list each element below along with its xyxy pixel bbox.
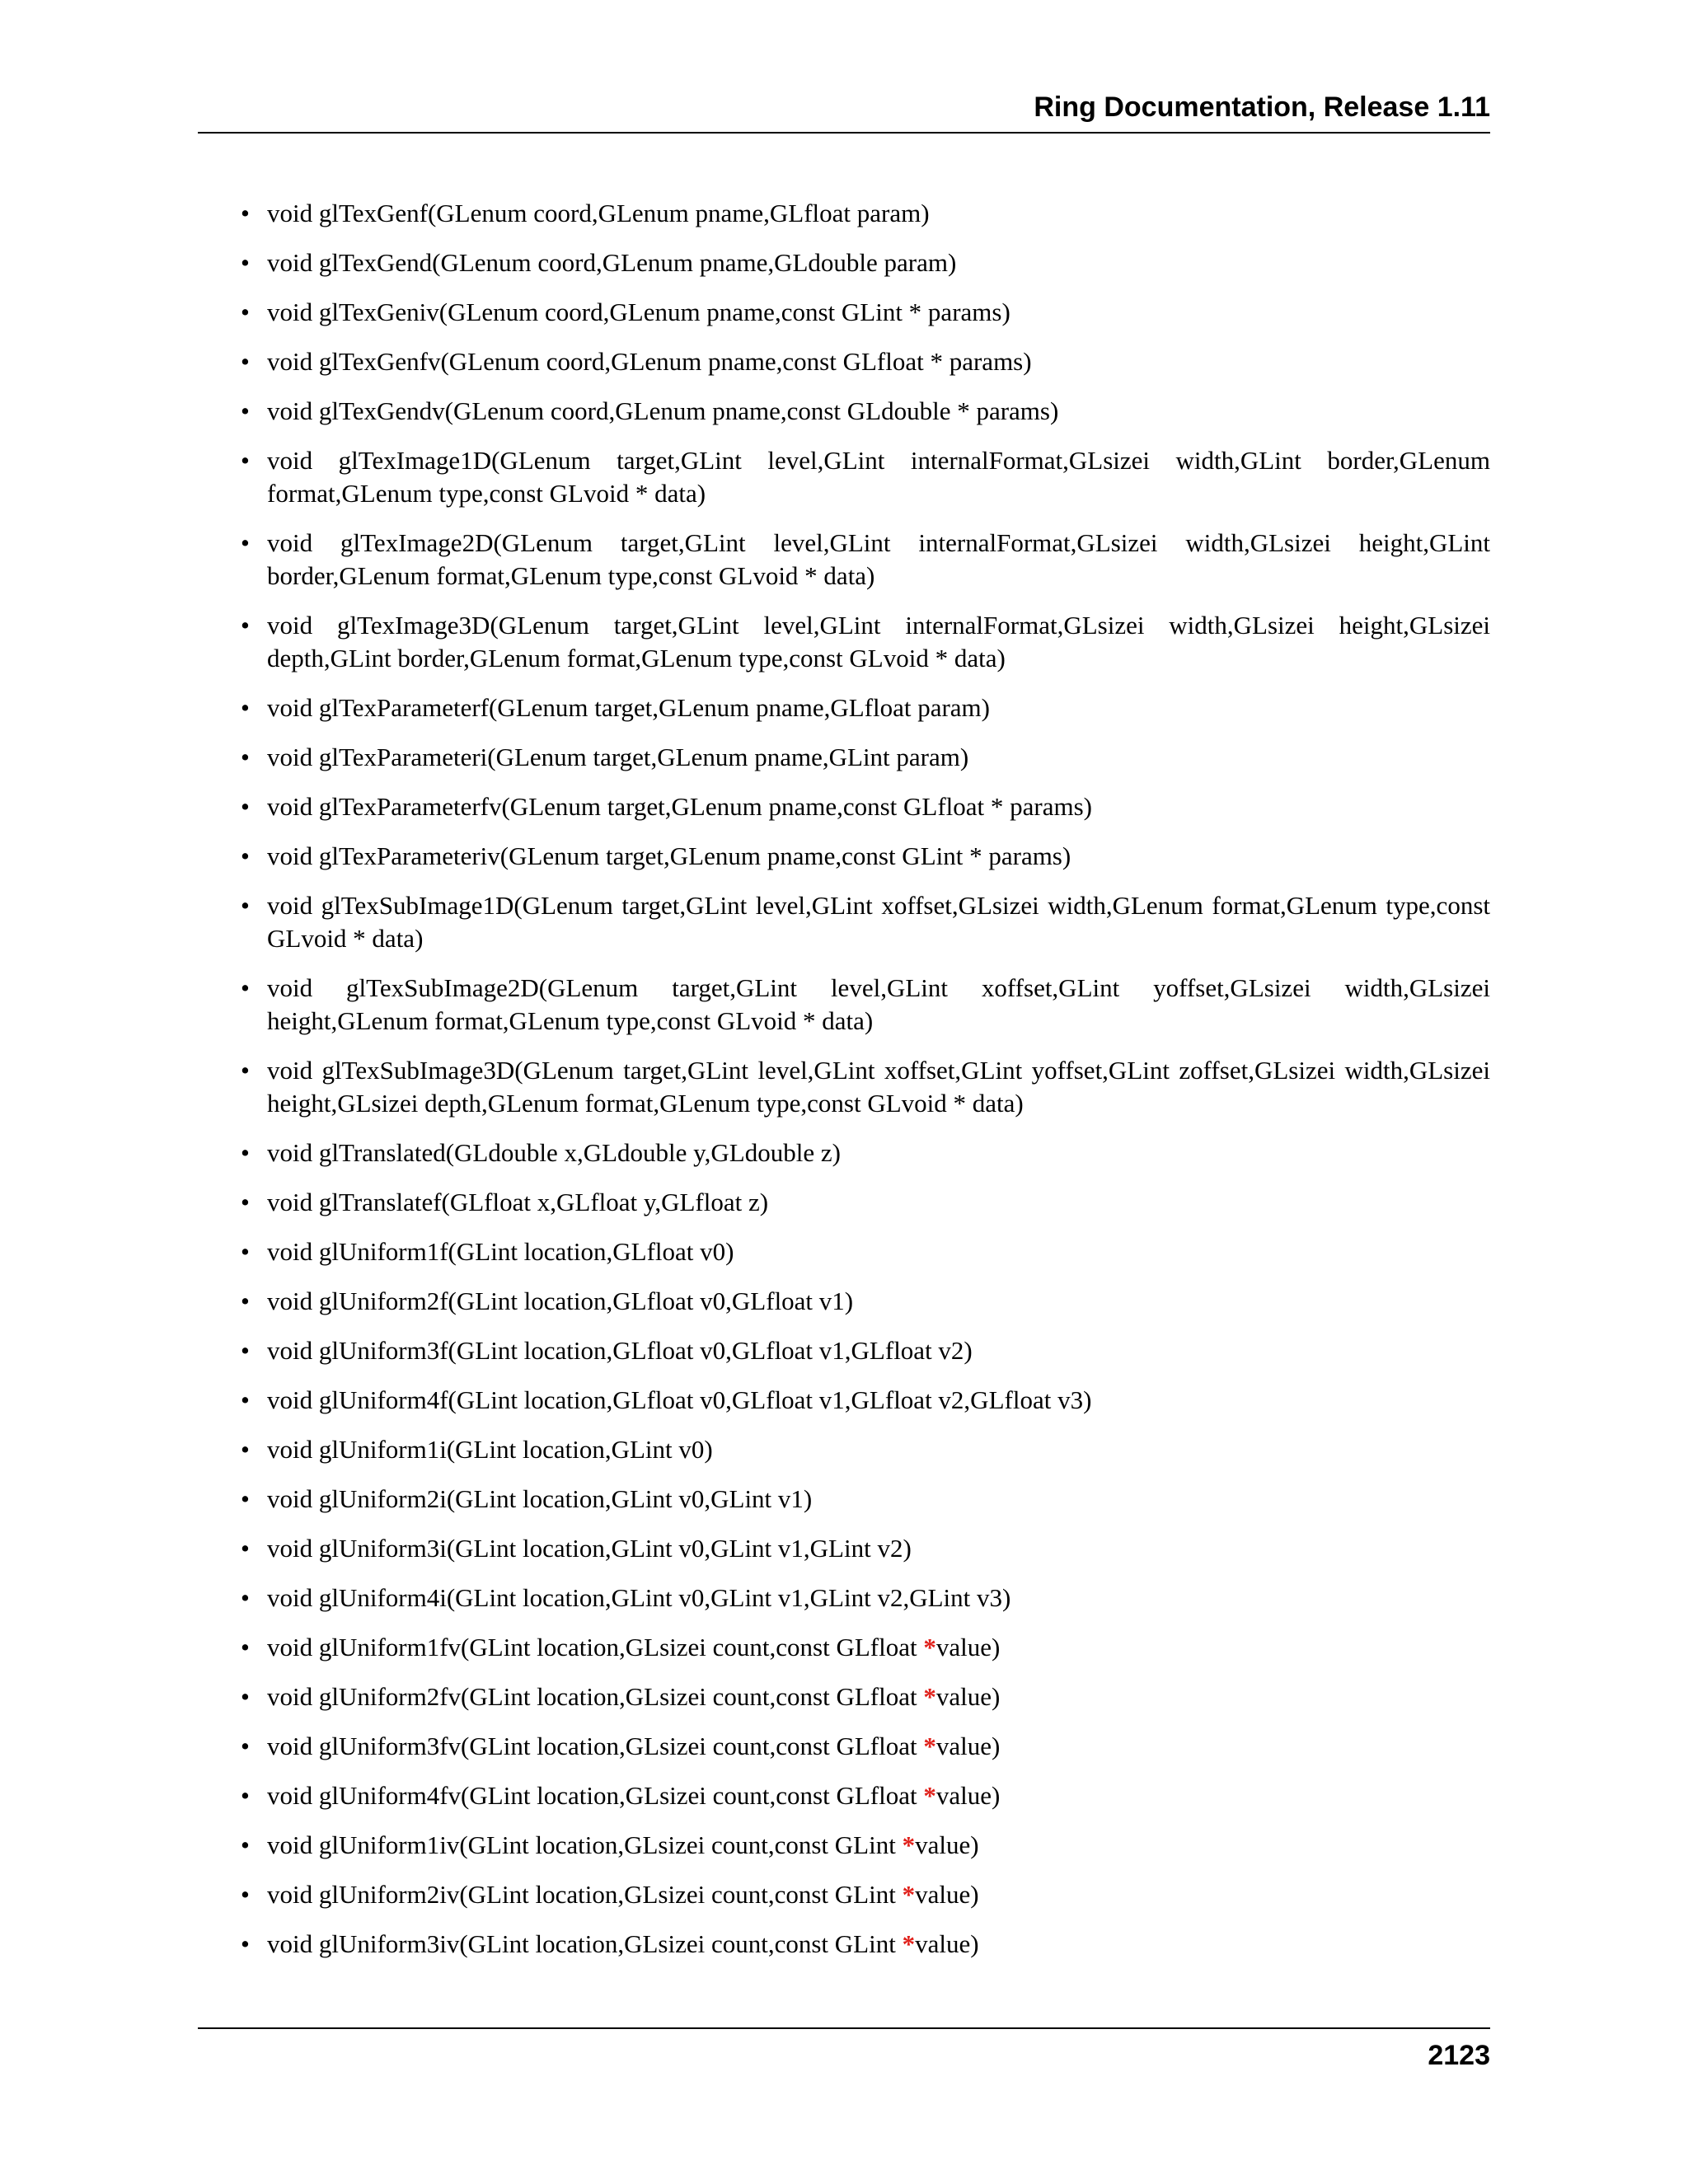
function-signature: void glUniform2i(GLint location,GLint v0,GLint v1) — [267, 1484, 813, 1513]
function-signature: void glUniform1f(GLint location,GLfloat v0) — [267, 1237, 734, 1266]
function-signature: void glTexSubImage2D(GLenum target,GLint level,GLint xoffset,GLint yoffset,GLsizei width,GLsizei height,GLenum format,GLenum type,const GLvoid * data) — [267, 973, 1490, 1035]
function-signature-tail: value) — [935, 1633, 1001, 1661]
list-item — [241, 741, 1490, 774]
list-item — [241, 1680, 1490, 1713]
function-list — [241, 197, 1490, 1961]
list-item — [241, 889, 1490, 955]
list-item — [241, 1730, 1490, 1763]
function-signature-tail: value) — [915, 1880, 979, 1909]
function-signature: void glUniform1i(GLint location,GLint v0) — [267, 1435, 713, 1464]
pointer-asterisk: * — [902, 1929, 916, 1958]
pointer-asterisk: * — [923, 1633, 936, 1661]
pointer-asterisk: * — [923, 1781, 936, 1810]
list-item — [241, 246, 1490, 279]
function-signature-tail: value) — [935, 1732, 1001, 1760]
function-signature: void glUniform3i(GLint location,GLint v0,GLint v1,GLint v2) — [267, 1534, 912, 1563]
function-signature: void glTexSubImage1D(GLenum target,GLint level,GLint xoffset,GLsizei width,GLenum format,GLenum type,const GLvoid * data) — [267, 891, 1490, 953]
pointer-asterisk: * — [902, 1880, 916, 1909]
function-signature: void glUniform3iv(GLint location,GLsizei count,const GLint — [267, 1929, 903, 1958]
list-item — [241, 296, 1490, 329]
function-signature: void glTexGenf(GLenum coord,GLenum pname,GLfloat param) — [267, 199, 930, 227]
list-item — [241, 395, 1490, 428]
function-signature: void glTranslatef(GLfloat x,GLfloat y,GLfloat z) — [267, 1188, 769, 1216]
header-title: Ring Documentation, Release 1.11 — [1034, 91, 1490, 123]
list-item — [241, 1334, 1490, 1367]
function-signature: void glTexGeniv(GLenum coord,GLenum pname,const GLint * params) — [267, 298, 1010, 326]
function-signature: void glTexImage3D(GLenum target,GLint level,GLint internalFormat,GLsizei width,GLsizei height,GLsizei depth,GLint border,GLenum format,GLenum type,const GLvoid * data) — [267, 611, 1490, 673]
function-signature: void glTexGenfv(GLenum coord,GLenum pname,const GLfloat * params) — [267, 347, 1032, 376]
list-item — [241, 527, 1490, 593]
list-item — [241, 1433, 1490, 1466]
list-item — [241, 1779, 1490, 1812]
list-item — [241, 197, 1490, 230]
function-signature: void glUniform1iv(GLint location,GLsizei count,const GLint — [267, 1830, 903, 1859]
function-signature: void glUniform3f(GLint location,GLfloat v0,GLfloat v1,GLfloat v2) — [267, 1336, 973, 1365]
page-footer — [198, 2027, 1490, 2082]
list-item — [241, 840, 1490, 873]
function-signature: void glUniform3fv(GLint location,GLsizei count,const GLfloat — [267, 1732, 924, 1760]
list-item — [241, 1054, 1490, 1120]
list-item — [241, 1532, 1490, 1565]
function-signature: void glUniform2f(GLint location,GLfloat v0,GLfloat v1) — [267, 1286, 854, 1315]
function-signature-tail: value) — [915, 1830, 979, 1859]
list-item — [241, 444, 1490, 510]
list-item — [241, 1186, 1490, 1219]
list-item — [241, 1928, 1490, 1961]
list-item — [241, 1878, 1490, 1911]
function-signature: void glUniform4f(GLint location,GLfloat v0,GLfloat v1,GLfloat v2,GLfloat v3) — [267, 1385, 1092, 1414]
list-item — [241, 1235, 1490, 1268]
pointer-asterisk: * — [923, 1682, 936, 1711]
function-signature: void glTexGendv(GLenum coord,GLenum pname,const GLdouble * params) — [267, 396, 1059, 425]
list-item — [241, 1483, 1490, 1516]
list-item — [241, 1285, 1490, 1318]
list-item — [241, 790, 1490, 823]
function-signature: void glUniform4i(GLint location,GLint v0,GLint v1,GLint v2,GLint v3) — [267, 1583, 1011, 1612]
list-item — [241, 609, 1490, 675]
function-signature-tail: value) — [935, 1781, 1001, 1810]
function-signature: void glTexImage2D(GLenum target,GLint level,GLint internalFormat,GLsizei width,GLsizei height,GLint border,GLenum format,GLenum type,const GLvoid * data) — [267, 528, 1490, 590]
function-signature-tail: value) — [935, 1682, 1001, 1711]
page-number: 2123 — [1428, 2040, 1490, 2071]
function-signature: void glTexImage1D(GLenum target,GLint level,GLint internalFormat,GLsizei width,GLint border,GLenum format,GLenum type,const GLvoid * data) — [267, 446, 1490, 508]
function-signature: void glTexParameterfv(GLenum target,GLenum pname,const GLfloat * params) — [267, 792, 1092, 821]
function-signature: void glUniform4fv(GLint location,GLsizei count,const GLfloat — [267, 1781, 924, 1810]
function-signature: void glTexSubImage3D(GLenum target,GLint level,GLint xoffset,GLint yoffset,GLint zoffset,GLsizei width,GLsizei height,GLsizei depth,GLenum format,GLenum type,const GLvoid * data) — [267, 1056, 1490, 1118]
list-item — [241, 972, 1490, 1038]
function-signature: void glTranslated(GLdouble x,GLdouble y,GLdouble z) — [267, 1138, 841, 1167]
function-signature: void glUniform2iv(GLint location,GLsizei count,const GLint — [267, 1880, 903, 1909]
pointer-asterisk: * — [923, 1732, 936, 1760]
list-item — [241, 345, 1490, 378]
list-item — [241, 1631, 1490, 1664]
function-signature: void glTexParameterf(GLenum target,GLenum pname,GLfloat param) — [267, 693, 990, 722]
function-signature-tail: value) — [915, 1929, 979, 1958]
list-item — [241, 1829, 1490, 1862]
list-item — [241, 1582, 1490, 1615]
function-signature: void glTexParameteriv(GLenum target,GLenum pname,const GLint * params) — [267, 841, 1071, 870]
pointer-asterisk: * — [902, 1830, 916, 1859]
main-content — [241, 197, 1490, 1977]
function-signature: void glUniform2fv(GLint location,GLsizei count,const GLfloat — [267, 1682, 924, 1711]
list-item — [241, 691, 1490, 724]
list-item — [241, 1384, 1490, 1417]
list-item — [241, 1137, 1490, 1169]
function-signature: void glTexGend(GLenum coord,GLenum pname,GLdouble param) — [267, 248, 957, 277]
function-signature: void glUniform1fv(GLint location,GLsizei count,const GLfloat — [267, 1633, 924, 1661]
function-signature: void glTexParameteri(GLenum target,GLenum pname,GLint param) — [267, 743, 969, 771]
page-header — [198, 82, 1490, 134]
